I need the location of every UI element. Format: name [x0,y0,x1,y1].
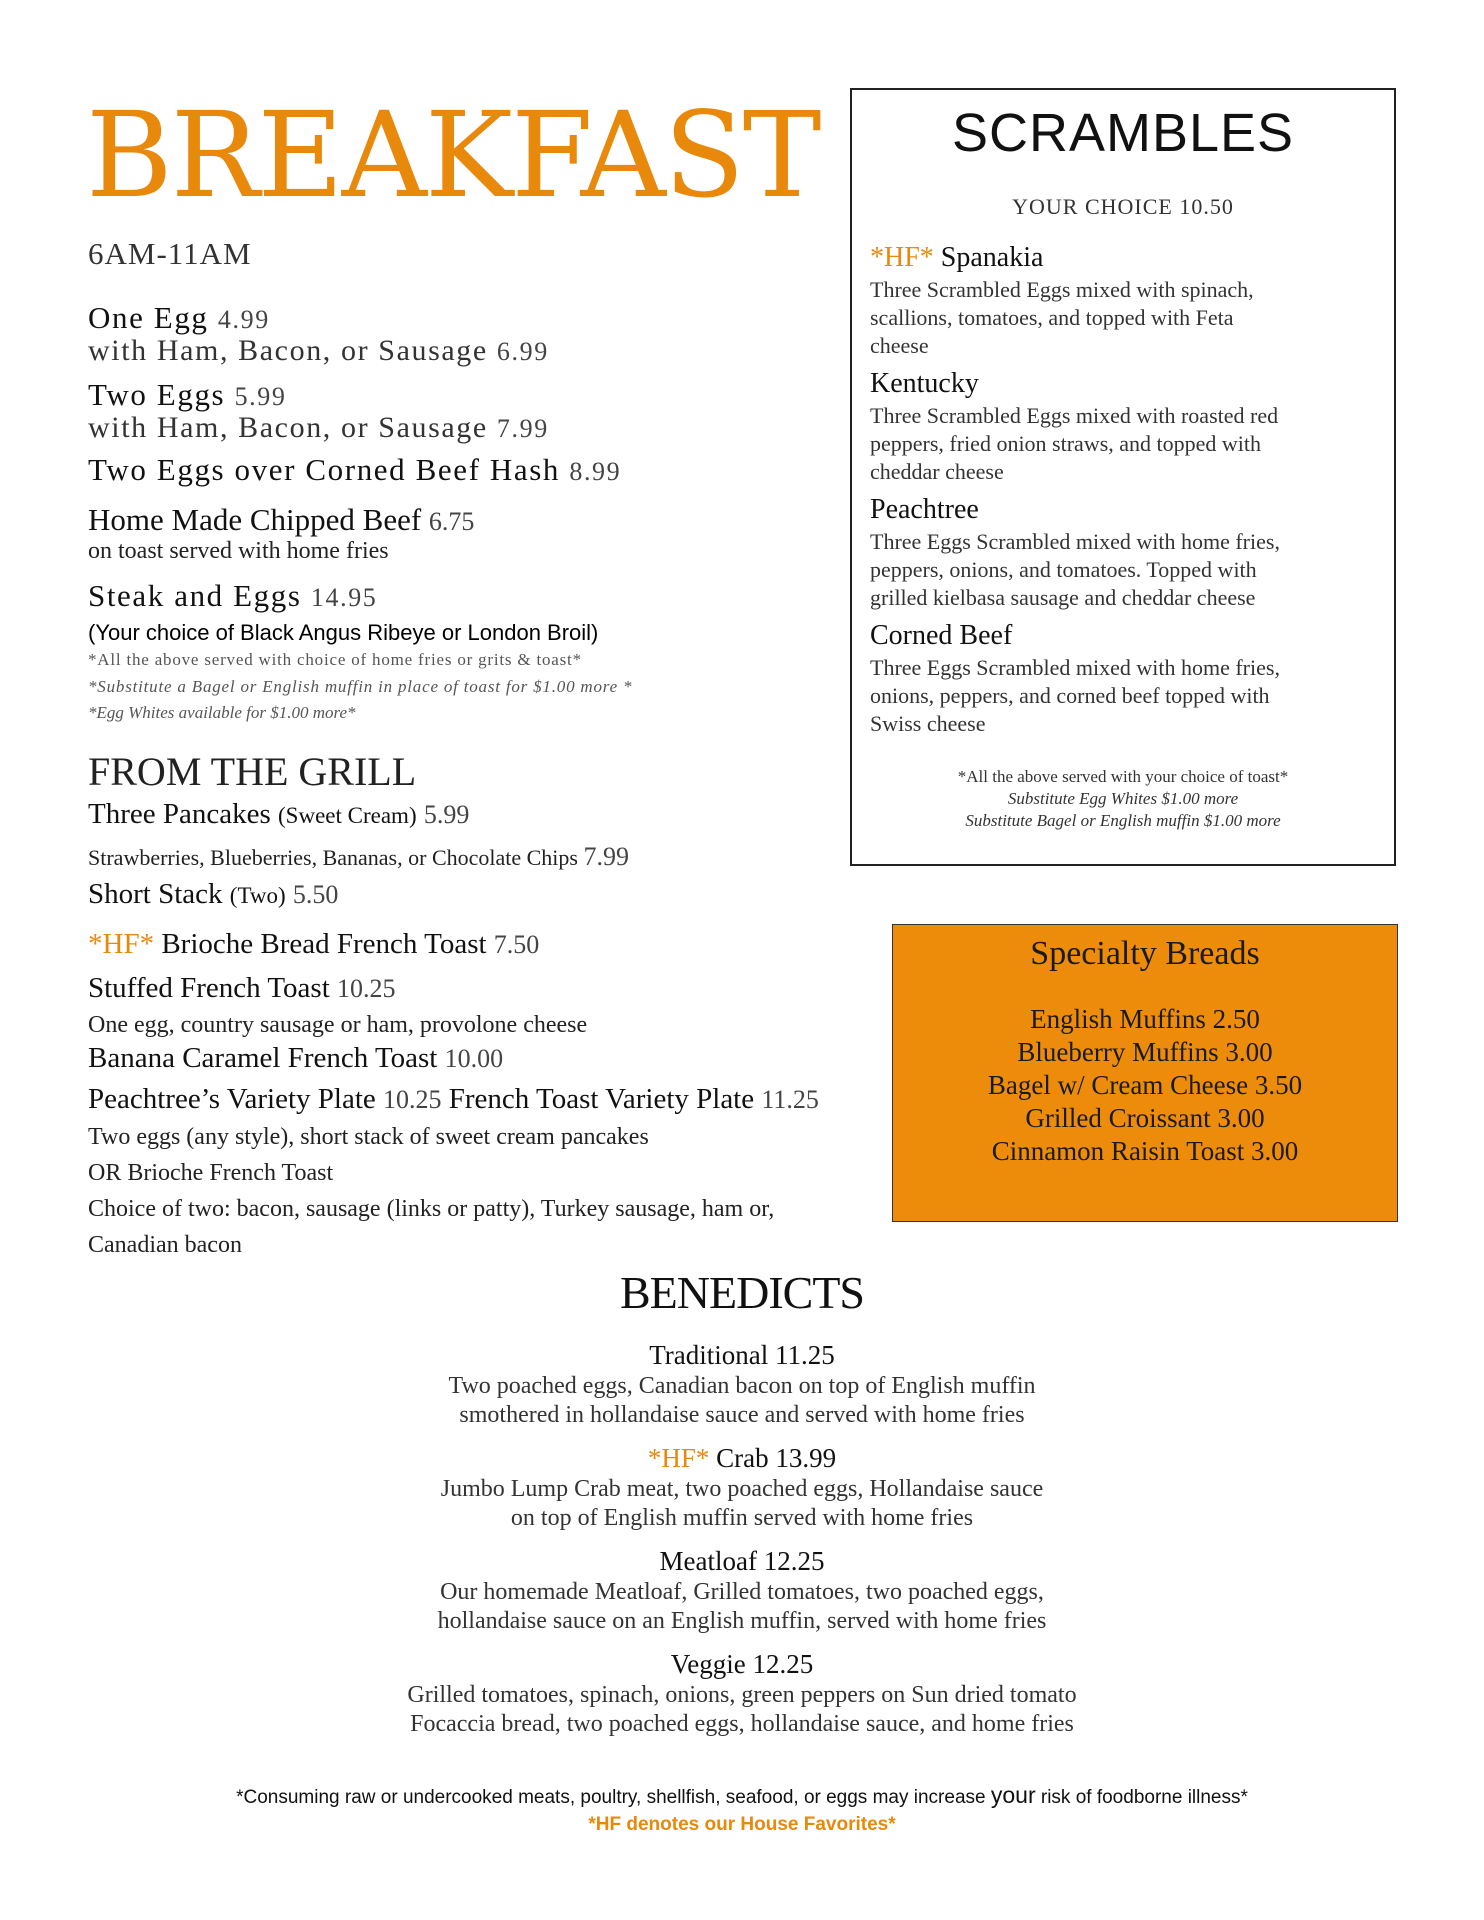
item-description: Three Scrambled Eggs mixed with spinach, [870,277,1254,302]
item-name: Short Stack [88,878,223,910]
item-description: (Your choice of Black Angus Ribeye or London Broil) [88,620,599,645]
benedict-item [0,1441,1484,1533]
menu-item-variety-plates [88,1083,819,1116]
item-price: 5.50 [292,880,339,909]
item-name: with Ham, Bacon, or Sausage [88,334,488,367]
item-description: on toast served with home fries [88,538,389,564]
specialty-breads-box [892,924,1398,1222]
item-description: scallions, tomatoes, and topped with Feta [870,305,1234,330]
scrambles-note: Substitute Egg Whites $1.00 more [1007,789,1239,808]
item-name: Two Eggs [88,377,226,412]
item-description: Three Eggs Scrambled mixed with home fries, [870,655,1280,680]
item-description: Focaccia bread, two poached eggs, hollandaise sauce, and home fries [410,1711,1074,1737]
item-name: Brioche Bread French Toast [161,928,487,960]
item-price: 12.25 [752,1649,814,1679]
item-price: 14.95 [310,583,378,612]
item-name: Spanakia [940,242,1044,273]
scrambles-note: *All the above served with your choice of toast* [957,767,1289,786]
list-item: Grilled Croissant 3.00 [1025,1103,1265,1133]
item-description: Grilled tomatoes, spinach, onions, green peppers on Sun dried tomato [407,1682,1077,1708]
item-description: grilled kielbasa sausage and cheddar cheese [870,585,1256,610]
item-name: Peachtree [870,494,979,525]
item-price: 13.99 [775,1443,837,1473]
item-description: Swiss cheese [870,711,986,736]
item-price: 10.00 [444,1044,504,1073]
list-item: Bagel w/ Cream Cheese 3.50 [987,1070,1303,1100]
item-description: smothered in hollandaise sauce and served with home fries [459,1402,1025,1428]
scrambles-price: YOUR CHOICE 10.50 [1012,194,1234,219]
menu-item-steak-and-eggs [88,578,377,614]
item-description: cheese [870,333,929,358]
menu-item-two-eggs [88,377,286,413]
menu-item-corned-beef-hash [88,452,621,488]
hours-text: 6AM-11AM [88,236,252,271]
section-heading-grill: FROM THE GRILL [88,749,417,794]
scrambles-title: SCRAMBLES [951,103,1295,163]
warning-text: *Consuming raw or undercooked meats, poultry, shellfish, seafood, or eggs may increase [236,1787,991,1808]
house-favorites-note: *HF denotes our House Favorites* [588,1814,896,1835]
item-name: Home Made Chipped Beef [88,502,422,537]
item-description: Two eggs (any style), short stack of sweet cream pancakes [88,1124,649,1150]
item-name: with Ham, Bacon, or Sausage [88,411,488,444]
house-favorite-tag: *HF* [647,1443,710,1473]
item-price: 5.99 [234,382,287,411]
item-name: Meatloaf [659,1546,757,1576]
item-price: 8.99 [569,457,622,486]
item-price: 6.75 [428,507,475,536]
specialty-breads-title: Specialty Breads [1030,935,1260,972]
scramble-item [870,366,1380,486]
scramble-item [870,492,1380,612]
food-safety-warning [0,1782,1484,1809]
item-description: Jumbo Lump Crab meat, two poached eggs, Hollandaise sauce [440,1476,1044,1502]
house-favorite-tag: *HF* [870,242,934,273]
item-description: Three Scrambled Eggs mixed with roasted red [870,403,1279,428]
benedict-item [0,1338,1484,1430]
menu-item-short-stack [88,878,338,911]
item-name: One Egg [88,300,209,335]
item-name: Corned Beef [870,620,1013,651]
item-name: Peachtree’s Variety Plate [88,1083,376,1115]
item-description: hollandaise sauce on an English muffin, served with home fries [437,1608,1047,1634]
scrambles-box [850,88,1396,866]
menu-item-banana-caramel [88,1042,503,1075]
item-description: Two poached eggs, Canadian bacon on top of English muffin [448,1373,1036,1399]
item-description: peppers, onions, and tomatoes. Topped with [870,557,1257,582]
item-price: 7.99 [583,842,629,871]
item-name: Steak and Eggs [88,578,302,613]
item-name: Three Pancakes [88,798,271,830]
warning-text: your [990,1782,1036,1808]
item-description: One egg, country sausage or ham, provolone cheese [88,1012,588,1038]
menu-item-chipped-beef [88,502,474,538]
item-price: 5.99 [423,800,470,829]
item-price: 10.25 [337,974,396,1003]
item-description: Choice of two: bacon, sausage (links or patty), Turkey sausage, ham or, [88,1196,775,1222]
item-name: Banana Caramel French Toast [88,1042,438,1074]
list-item: Blueberry Muffins 3.00 [1017,1037,1273,1067]
item-price: 7.99 [496,414,549,443]
house-favorite-tag: *HF* [88,928,155,960]
item-description: Three Eggs Scrambled mixed with home fries, [870,529,1280,554]
section-heading-benedicts: BENEDICTS [620,1267,864,1318]
item-name: Traditional [649,1340,769,1370]
list-item: Cinnamon Raisin Toast 3.00 [991,1136,1299,1166]
scrambles-notes [852,766,1394,832]
item-description: peppers, fried onion straws, and topped with [870,431,1262,456]
item-description: Canadian bacon [88,1232,242,1258]
item-note: (Sweet Cream) [278,803,417,828]
item-description: Our homemade Meatloaf, Grilled tomatoes, two poached eggs, [440,1579,1044,1605]
item-price: 4.99 [217,305,270,334]
specialty-breads-list [893,1003,1397,1168]
benedict-item [0,1647,1484,1739]
list-item: English Muffins 2.50 [1030,1004,1260,1034]
item-name: Kentucky [870,368,979,399]
warning-text: risk of foodborne illness* [1035,1787,1248,1808]
breakfast-note: *Egg Whites available for $1.00 more* [88,703,356,722]
menu-item-one-egg-meat [88,334,549,368]
benedict-item [0,1544,1484,1636]
item-price: 11.25 [761,1085,819,1114]
menu-item-pancake-addons [88,842,629,872]
menu-item-two-eggs-meat [88,411,549,445]
menu-item-pancakes [88,798,469,831]
item-price: 7.50 [493,930,540,959]
menu-item-stuffed-french-toast [88,972,396,1005]
item-description: OR Brioche French Toast [88,1160,334,1186]
item-name: Stuffed French Toast [88,972,330,1004]
page-title: BREAKFAST [86,86,820,224]
scrambles-note: Substitute Bagel or English muffin $1.00 more [965,811,1281,830]
menu-item-brioche-french-toast [88,928,539,961]
item-name: French Toast Variety Plate [448,1083,755,1115]
item-price: 6.99 [496,337,549,366]
item-name: Crab [716,1443,769,1473]
item-description: cheddar cheese [870,459,1004,484]
item-description: on top of English muffin served with home fries [510,1505,974,1531]
item-name: Strawberries, Blueberries, Bananas, or Chocolate Chips [88,845,578,870]
scramble-item [870,240,1380,360]
menu-item-one-egg [88,300,270,336]
item-price: 10.25 [383,1085,442,1114]
breakfast-note: *All the above served with choice of home fries or grits & toast* [88,650,582,669]
item-price: 11.25 [775,1340,835,1370]
item-name: Veggie [670,1649,746,1679]
breakfast-note: *Substitute a Bagel or English muffin in place of toast for $1.00 more * [88,677,633,696]
item-note: (Two) [229,883,286,908]
item-price: 12.25 [763,1546,825,1576]
scramble-item [870,618,1380,738]
item-description: onions, peppers, and corned beef topped with [870,683,1270,708]
item-name: Two Eggs over Corned Beef Hash [88,452,560,487]
